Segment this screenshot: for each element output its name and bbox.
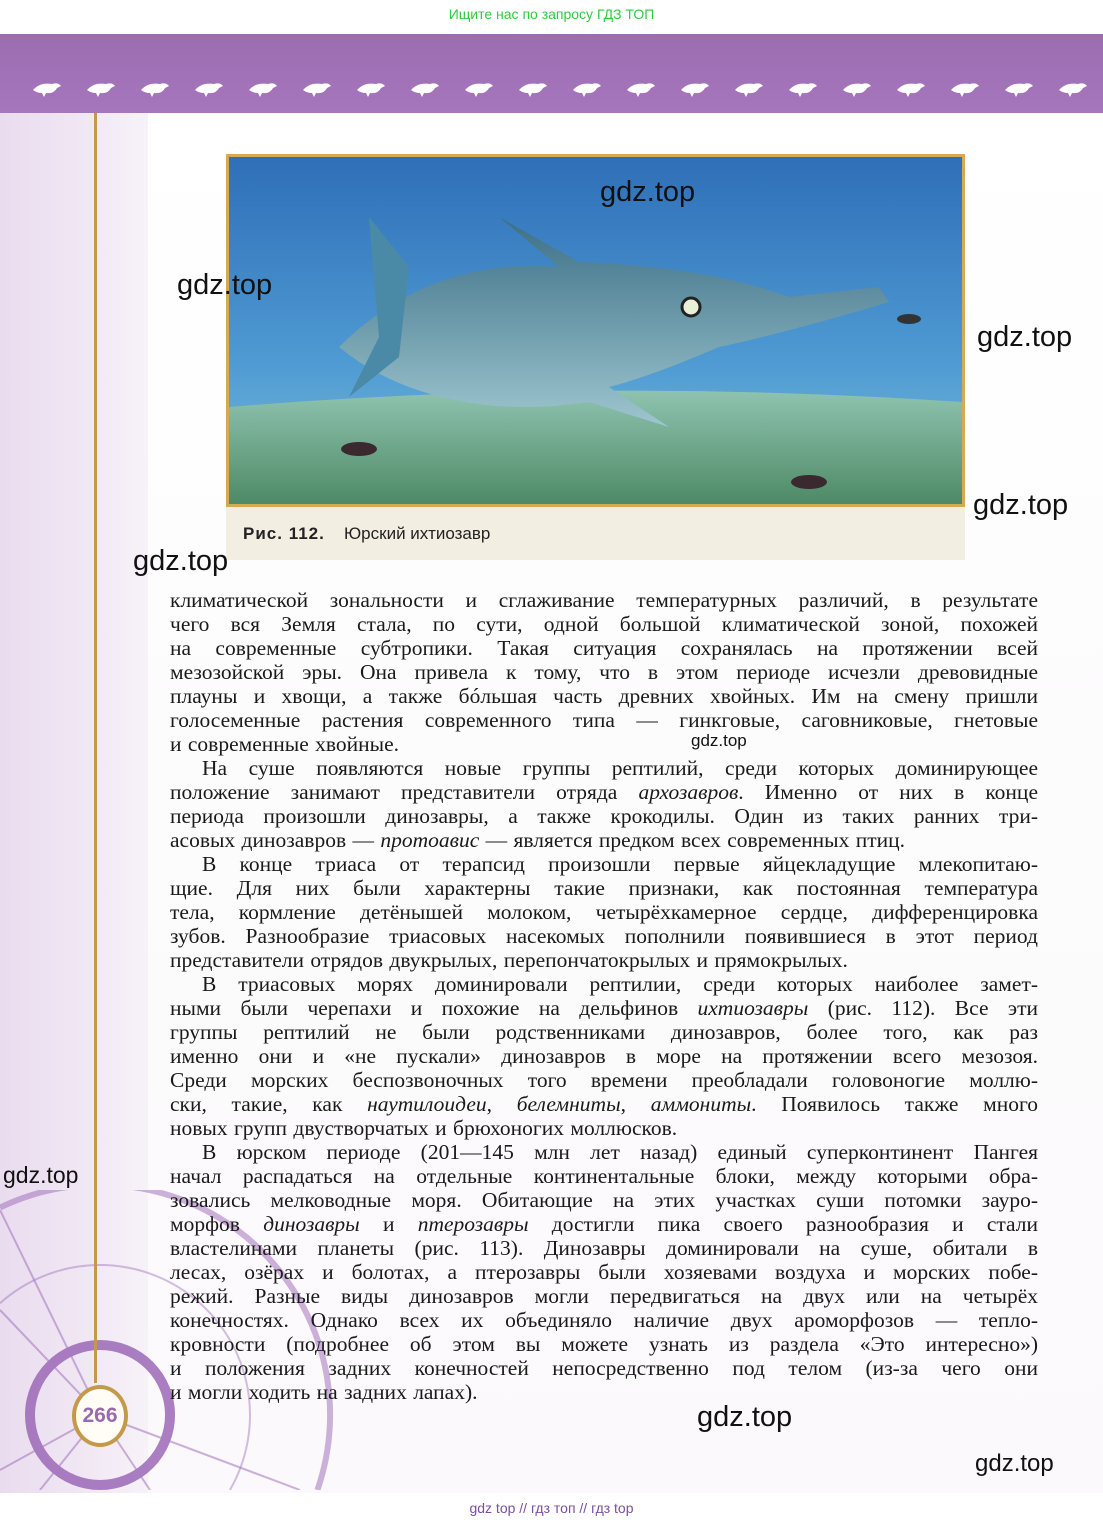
scorpion-icon xyxy=(516,76,550,98)
figure-caption-text: Юрский ихтиозавр xyxy=(344,524,491,543)
text-segment: , xyxy=(620,1092,651,1116)
cat-icon xyxy=(300,76,334,98)
insect-icon xyxy=(192,76,226,98)
cat-icon xyxy=(948,76,982,98)
dolphin-icon xyxy=(678,76,712,98)
text-line xyxy=(170,804,1038,828)
horse-icon xyxy=(570,76,604,98)
text-line xyxy=(170,1284,1038,1308)
text-segment: именно они и «не пускали» динозавров в море на протяжении всего мезозоя. xyxy=(170,1044,1038,1068)
text-segment: зовались мелководные моря. Обитающие на этих участках суши потомки зауро- xyxy=(170,1188,1038,1212)
text-segment: и современные хвойные. xyxy=(170,732,400,756)
ichthyosaur-illustration xyxy=(229,157,962,504)
text-line xyxy=(170,1020,1038,1044)
italic-term: наутилоидеи xyxy=(367,1092,487,1116)
text-segment: плауны и хвощи, а также бóльшая часть древних хвойных. Им на смену пришли xyxy=(170,684,1038,708)
text-line xyxy=(170,1068,1038,1092)
text-segment: представители отрядов двукрылых, перепончатокрылых и прямокрылых. xyxy=(170,948,848,972)
text-segment: морфов xyxy=(170,1212,264,1236)
text-line xyxy=(170,1356,1038,1380)
text-line xyxy=(170,612,1038,636)
text-segment: асовых динозавров — xyxy=(170,828,381,852)
text-line xyxy=(170,588,1038,612)
italic-term: белемниты xyxy=(516,1092,621,1116)
watermark: gdz.top xyxy=(691,731,747,750)
watermark: gdz.top xyxy=(975,1450,1054,1477)
text-segment: новых групп двустворчатых и брюхоногих моллюсков. xyxy=(170,1116,678,1140)
text-segment: начал распадаться на отдельные континентальные блоки, между которыми обра- xyxy=(170,1164,1038,1188)
text-line xyxy=(170,1236,1038,1260)
watermark: gdz.top xyxy=(697,1401,793,1433)
text-line xyxy=(170,1332,1038,1356)
text-segment: В конце триаса от терапсид произошли первые яйцекладущие млекопитаю- xyxy=(202,852,1038,876)
text-line xyxy=(170,1092,1038,1116)
insect-icon xyxy=(840,76,874,98)
page-number: 266 xyxy=(72,1385,128,1447)
italic-term: динозавры xyxy=(263,1212,360,1236)
antelope-icon xyxy=(1002,76,1036,98)
text-segment: режий. Разные виды динозавров могли передвигаться на двух или на четырёх xyxy=(170,1284,1038,1308)
text-line xyxy=(170,1044,1038,1068)
bear-icon xyxy=(84,76,118,98)
text-segment: голосеменные растения современного типа — гинкговые, саговниковые, гнетовые xyxy=(170,708,1038,732)
italic-term: аммониты xyxy=(650,1092,752,1116)
text-segment: В триасовых морях доминировали рептилии, среди которых наиболее замет- xyxy=(202,972,1038,996)
watermark: gdz.top xyxy=(600,176,696,208)
boar-icon xyxy=(894,76,928,98)
text-line xyxy=(170,948,1038,972)
text-segment: (рис. 112). Все эти xyxy=(808,996,1038,1020)
text-line xyxy=(170,900,1038,924)
text-segment: На суше появляются новые группы рептилий, среди которых доминирующее xyxy=(202,756,1038,780)
text-segment: зубов. Разнообразие триасовых насекомых пополнили появившиеся в этот период xyxy=(170,924,1038,948)
margin-gold-line xyxy=(94,113,97,1383)
text-segment: и могли ходить на задних лапах). xyxy=(170,1380,478,1404)
text-segment: и xyxy=(359,1212,418,1236)
text-segment: и положения задних конечностей непосредственно под телом (из-за чего они xyxy=(170,1356,1038,1380)
italic-term: архозавров xyxy=(638,780,739,804)
header-band xyxy=(0,34,1103,113)
antelope-icon xyxy=(354,76,388,98)
italic-term: ихтиозавры xyxy=(697,996,809,1020)
text-segment: мезозойской эры. Она привела к тому, что в этом периоде исчезли древовидные xyxy=(170,660,1038,684)
text-line xyxy=(170,1188,1038,1212)
text-segment: конечностях. Однако всех их объединяло наличие двух ароморфозов — тепло- xyxy=(170,1308,1038,1332)
text-segment: ски, такие, как xyxy=(170,1092,368,1116)
text-line xyxy=(170,1164,1038,1188)
butterfly-icon xyxy=(408,76,442,98)
pterosaur-icon xyxy=(624,76,658,98)
watermark: gdz.top xyxy=(973,489,1069,521)
text-segment: группы рептилий не были родственниками динозавров, более того, как раз xyxy=(170,1020,1038,1044)
italic-term: протоавис xyxy=(380,828,480,852)
text-line xyxy=(170,1140,1038,1164)
text-segment: В юрском периоде (201—145 млн лет назад) единый суперконтинент Пангея xyxy=(202,1140,1038,1164)
watermark: gdz.top xyxy=(133,545,229,577)
text-segment: . Именно от них в конце xyxy=(738,780,1038,804)
text-line xyxy=(170,1212,1038,1236)
italic-term: птерозавры xyxy=(417,1212,529,1236)
bird-icon xyxy=(138,76,172,98)
text-segment: достигли пика своего разнообразия и стали xyxy=(528,1212,1038,1236)
text-line xyxy=(170,1308,1038,1332)
text-line xyxy=(170,708,1038,732)
figure-number: Рис. 112. xyxy=(243,524,325,543)
butterfly-icon xyxy=(1056,76,1090,98)
body-text xyxy=(170,588,1038,1404)
figure-caption xyxy=(226,507,965,560)
bison-icon xyxy=(462,76,496,98)
text-segment: положение занимают представители отряда xyxy=(170,780,639,804)
text-segment: на современные субтропики. Такая ситуация сохранялась на протяжении всей xyxy=(170,636,1038,660)
bird-icon xyxy=(786,76,820,98)
dolphin-icon xyxy=(30,76,64,98)
text-line xyxy=(170,876,1038,900)
text-line xyxy=(170,660,1038,684)
text-line xyxy=(170,732,1038,756)
text-segment: кровности (подробнее об этом вы можете узнать из раздела «Это интересно») xyxy=(170,1332,1038,1356)
text-line xyxy=(170,828,1038,852)
text-line xyxy=(170,924,1038,948)
text-line xyxy=(170,756,1038,780)
text-line xyxy=(170,1260,1038,1284)
watermark: gdz.top xyxy=(177,269,273,301)
text-line xyxy=(170,636,1038,660)
text-segment: климатической зональности и сглаживание температурных различий, в результате xyxy=(170,588,1038,612)
text-line xyxy=(170,1380,1038,1404)
text-segment: , xyxy=(486,1092,517,1116)
text-segment: тела, кормление детёнышей молоком, четырёхкамерное сердце, дифференцировка xyxy=(170,900,1038,924)
text-line xyxy=(170,1116,1038,1140)
text-segment: периода произошли динозавры, а также крокодилы. Один из таких ранних три- xyxy=(170,804,1038,828)
boar-icon xyxy=(246,76,280,98)
text-line xyxy=(170,852,1038,876)
animal-icons-row xyxy=(30,76,1090,98)
text-segment: чего вся Земля стала, по сути, одной большой климатической зоной, похожей xyxy=(170,612,1038,636)
text-line xyxy=(170,996,1038,1020)
text-line xyxy=(170,684,1038,708)
text-segment: . Появилось также много xyxy=(751,1092,1039,1116)
text-segment: властелинами планеты (рис. 113). Динозавры доминировали на суше, обитали в xyxy=(170,1236,1038,1260)
top-search-note: Ищите нас по запросу ГДЗ ТОП xyxy=(448,6,655,22)
text-segment: лесах, озёрах и болотах, а птерозавры были хозяевами воздуха и морских побе- xyxy=(170,1260,1038,1284)
watermark: gdz.top xyxy=(3,1162,79,1188)
watermark: gdz.top xyxy=(977,321,1073,353)
text-segment: ными были черепахи и похожие на дельфинов xyxy=(170,996,698,1020)
figure-ichthyosaur-image xyxy=(226,154,965,507)
text-segment: — является предком всех современных птиц. xyxy=(479,828,905,852)
text-line xyxy=(170,780,1038,804)
text-line xyxy=(170,972,1038,996)
text-segment: щие. Для них были характерны такие признаки, как постоянная температура xyxy=(170,876,1038,900)
bear-icon xyxy=(732,76,766,98)
footer-note: gdz top // гдз топ // гдз top xyxy=(469,1500,634,1516)
text-segment: Среди морских беспозвоночных того времени преобладали головоногие моллю- xyxy=(170,1068,1038,1092)
